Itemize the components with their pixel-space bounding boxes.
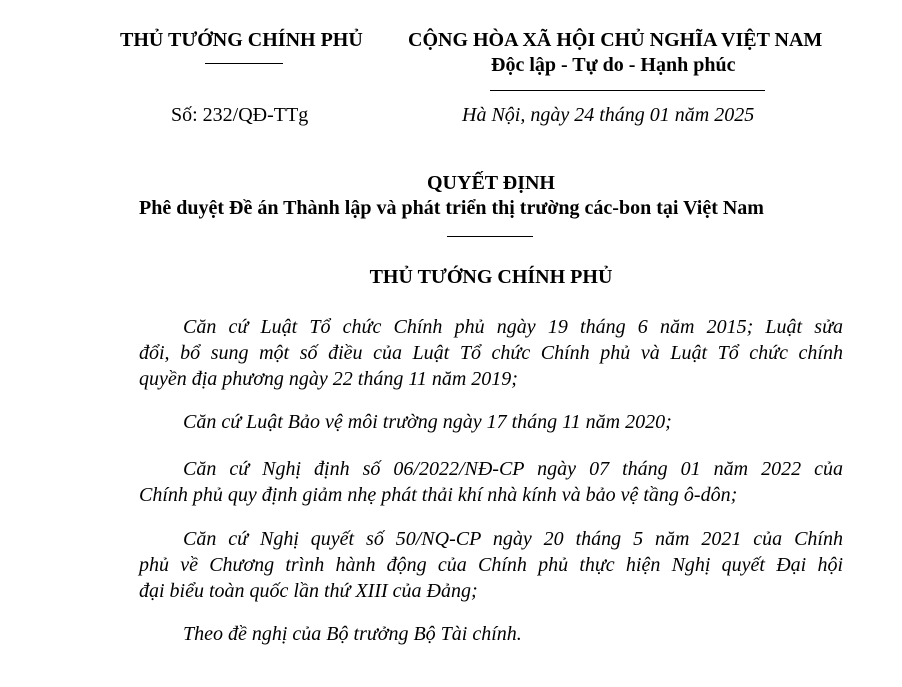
- preamble-paragraph-3: [139, 456, 843, 508]
- issuer-underline: [205, 63, 283, 64]
- issuer-name: THỦ TƯỚNG CHÍNH PHỦ: [120, 29, 363, 51]
- place-and-date: Hà Nội, ngày 24 tháng 01 năm 2025: [462, 104, 755, 126]
- preamble-line: Căn cứ Nghị quyết số 50/NQ-CP ngày 20 tháng 5 năm 2021 của Chính: [183, 528, 843, 550]
- motto-underline: [490, 90, 765, 91]
- preamble-line: Căn cứ Luật Bảo vệ môi trường ngày 17 tháng 11 năm 2020;: [183, 411, 672, 433]
- preamble-line: đại biểu toàn quốc lần thứ XIII của Đảng;: [139, 580, 478, 602]
- preamble-line: Chính phủ quy định giảm nhẹ phát thải khí nhà kính và bảo vệ tầng ô-dôn;: [139, 484, 738, 506]
- preamble-paragraph-4: [139, 526, 843, 604]
- preamble-line: Căn cứ Luật Tổ chức Chính phủ ngày 19 tháng 6 năm 2015; Luật sửa: [183, 316, 843, 338]
- issuing-authority: THỦ TƯỚNG CHÍNH PHỦ: [369, 266, 613, 288]
- preamble-line: đổi, bổ sung một số điều của Luật Tổ chức Chính phủ và Luật Tổ chức chính: [139, 342, 843, 364]
- preamble-paragraph-5: [139, 621, 843, 647]
- document-subject: Phê duyệt Đề án Thành lập và phát triển thị trường các-bon tại Việt Nam: [139, 197, 764, 219]
- preamble-paragraph-2: [139, 409, 843, 435]
- preamble-line: Theo đề nghị của Bộ trưởng Bộ Tài chính.: [183, 623, 522, 645]
- preamble-line: Căn cứ Nghị định số 06/2022/NĐ-CP ngày 07 tháng 01 năm 2022 của: [183, 458, 843, 480]
- document-number: Số: 232/QĐ-TTg: [171, 104, 309, 126]
- title-underline: [447, 236, 533, 237]
- preamble-paragraph-1: [139, 314, 843, 392]
- preamble-line: phủ về Chương trình hành động của Chính phủ thực hiện Nghị quyết Đại hội: [139, 554, 843, 576]
- national-motto: Độc lập - Tự do - Hạnh phúc: [491, 54, 736, 76]
- preamble-line: quyền địa phương ngày 22 tháng 11 năm 2019;: [139, 368, 518, 390]
- document-type: QUYẾT ĐỊNH: [427, 172, 555, 194]
- country-name: CỘNG HÒA XÃ HỘI CHỦ NGHĨA VIỆT NAM: [408, 29, 823, 51]
